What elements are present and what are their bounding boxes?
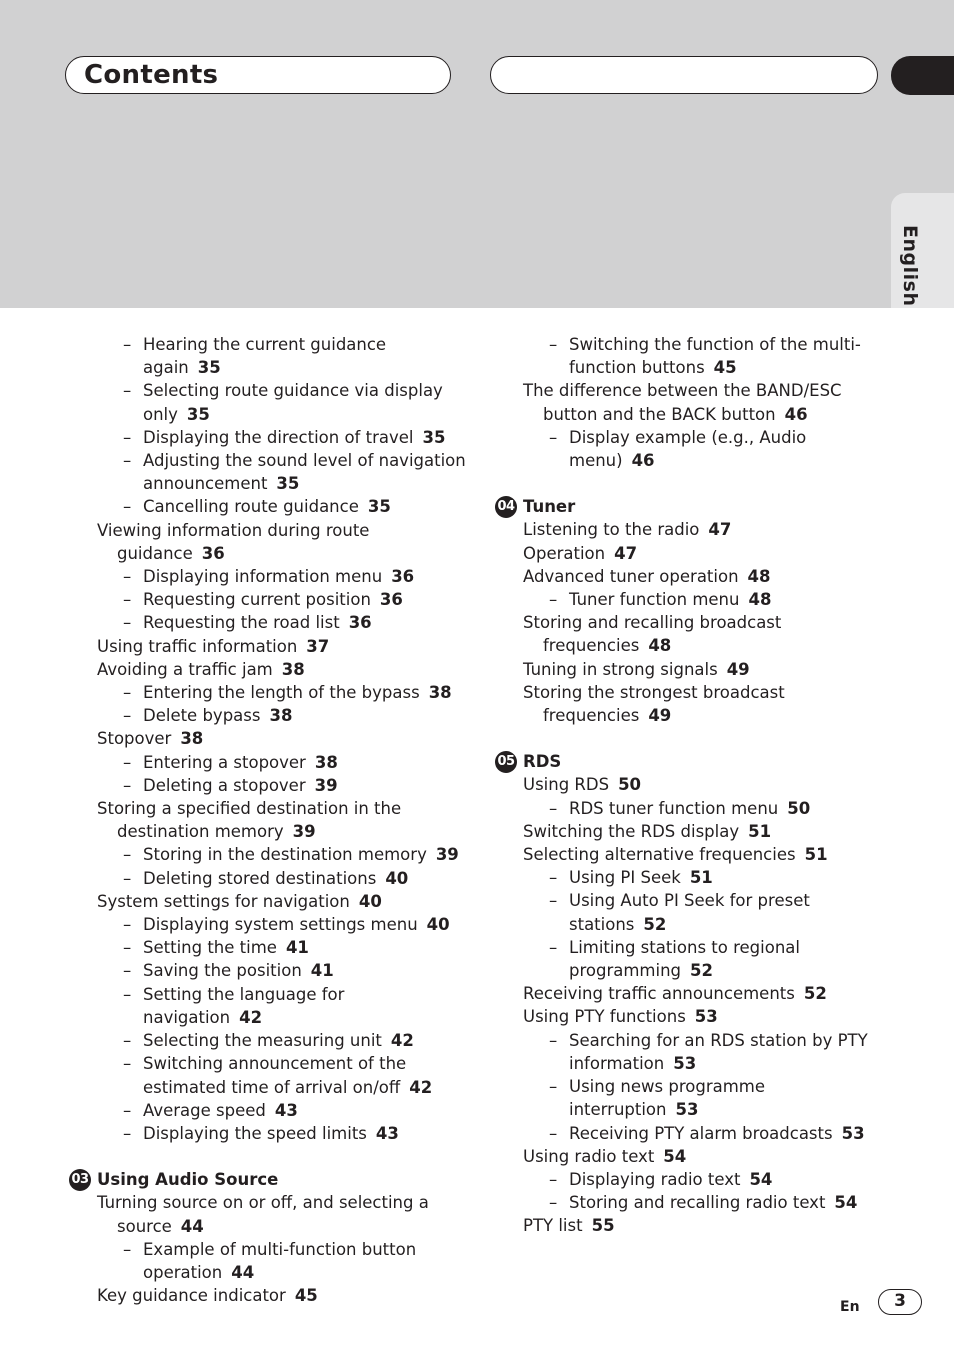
toc-page-number: 49 [726,659,750,679]
toc-entry-title: Storing in the destination memory [143,845,427,865]
toc-entry-title: Using news programme interruption [569,1077,766,1120]
toc-entry[interactable] [523,542,883,565]
toc-entry-title: Switching the RDS display [523,821,740,841]
section-number-badge: 04 [495,496,517,518]
toc-subentry[interactable] [523,1168,883,1191]
toc-entry-title: Stopover [97,729,172,749]
toc-page-number: 46 [784,404,808,424]
toc-entry-title: Saving the position [143,961,302,981]
toc-page-number: 42 [409,1077,433,1097]
toc-subentry[interactable] [97,1029,467,1052]
toc-page-number: 35 [422,427,446,447]
toc-entry[interactable] [523,1214,883,1237]
toc-page-number: 38 [180,729,204,749]
title-box [65,56,451,94]
toc-page-number: 54 [663,1146,687,1166]
toc-entry[interactable] [523,565,883,588]
toc-page-number: 47 [708,520,732,540]
toc-page-number: 47 [614,543,638,563]
toc-page-number: 42 [239,1007,263,1027]
toc-subentry[interactable] [523,426,883,472]
toc-entry[interactable] [523,1145,883,1168]
section-heading [71,1168,467,1191]
toc-entry-title: Displaying the speed limits [143,1123,367,1143]
toc-entry[interactable] [523,518,883,541]
toc-entry[interactable] [523,379,883,425]
toc-page-number: 48 [648,636,672,656]
toc-entry-title: Avoiding a traffic jam [97,659,273,679]
toc-entry-title: Searching for an RDS station by PTY information [569,1030,868,1073]
toc-page-number: 53 [673,1053,697,1073]
toc-entry-title: Setting the language for navigation [143,984,345,1027]
language-code: En [840,1299,860,1315]
toc-entry[interactable] [523,611,883,657]
toc-page-number: 40 [358,891,382,911]
toc-right-column [497,333,883,1238]
toc-entry-title: Using Auto PI Seek for preset stations [569,891,810,934]
toc-subentry[interactable] [97,379,467,425]
toc-entry-title: Advanced tuner operation [523,566,739,586]
toc-page-number: 44 [180,1216,204,1236]
toc-page-number: 42 [390,1031,414,1051]
toc-subentry[interactable] [97,588,467,611]
toc-subentry[interactable] [523,1122,883,1145]
toc-page-number: 41 [285,938,309,958]
toc-entry-title: Storing and recalling radio text [569,1193,826,1213]
toc-page-number: 35 [197,358,221,378]
toc-entry-title: Selecting alternative frequencies [523,845,796,865]
toc-entry-title: Using radio text [523,1146,655,1166]
toc-entry-title: Average speed [143,1100,266,1120]
toc-entry-title: Switching announcement of the estimated time of arrival on/off [143,1054,407,1097]
toc-entry-title: Operation [523,543,606,563]
toc-subentry[interactable] [97,774,467,797]
toc-entry-title: Adjusting the sound level of navigation announcement [143,451,466,494]
toc-subentry[interactable] [97,704,467,727]
toc-entry[interactable] [523,820,883,843]
toc-entry-title: Display example (e.g., Audio menu) [569,427,807,471]
toc-subentry[interactable] [523,1029,883,1075]
toc-entry-title: Deleting a stopover [143,775,306,795]
section-heading [497,495,883,518]
toc-page-number: 43 [274,1100,298,1120]
toc-entry-title: Cancelling route guidance [143,497,359,517]
toc-entry-title: Using PTY functions [523,1007,686,1027]
toc-entry-title: The difference between the BAND/ESC button and the BACK button [523,381,842,424]
toc-entry-title: Using traffic information [97,636,298,656]
section-heading [497,750,883,773]
toc-subentry[interactable] [523,797,883,820]
toc-subentry[interactable] [523,1191,883,1214]
toc-page-number: 46 [631,451,655,471]
toc-entry-title: Hearing the current guidance again [143,335,387,378]
page-number: 3 [878,1289,922,1315]
toc-subentry[interactable] [523,866,883,889]
toc-page-number: 35 [367,497,391,517]
toc-page-number: 39 [314,775,338,795]
toc-page-number: 43 [375,1123,399,1143]
toc-entry-title: System settings for navigation [97,891,350,911]
toc-entry-title: Selecting route guidance via display only [143,381,443,424]
toc-page-number: 55 [591,1216,615,1236]
toc-entry[interactable] [97,635,467,658]
toc-entry-title: Displaying radio text [569,1169,741,1189]
toc-entry-title: Example of multi-function button operation [143,1239,417,1282]
toc-entry[interactable] [523,773,883,796]
section-number-badge: 03 [69,1169,91,1191]
toc-entry-title: Entering the length of the bypass [143,683,420,703]
toc-entry[interactable] [97,797,467,843]
toc-page-number: 53 [694,1007,718,1027]
toc-subentry[interactable] [97,1238,467,1284]
toc-entry-title: Using RDS [523,775,610,795]
section-title: Tuner [523,497,576,517]
toc-page-number: 54 [749,1169,773,1189]
toc-page-number: 51 [804,845,828,865]
toc-entry-title: Receiving PTY alarm broadcasts [569,1123,833,1143]
toc-entry-title: Turning source on or off, and selecting a source [97,1193,429,1236]
toc-entry-title: Switching the function of the multi-function buttons [569,335,861,378]
toc-entry-title: Storing the strongest broadcast frequencies [523,682,785,726]
toc-page-number: 49 [648,706,672,726]
toc-entry-title: Tuner function menu [569,590,740,610]
toc-subentry[interactable] [523,333,883,379]
toc-subentry[interactable] [523,889,883,935]
toc-page-number: 52 [690,961,713,981]
toc-subentry[interactable] [97,611,467,634]
toc-subentry[interactable] [97,449,467,495]
toc-subentry[interactable] [97,1122,467,1145]
toc-entry-title: Displaying the direction of travel [143,427,414,447]
toc-page-number: 39 [435,845,459,865]
toc-subentry[interactable] [523,1075,883,1121]
toc-entry[interactable] [97,519,467,565]
toc-entry-title: Storing a specified destination in the destination memory [97,799,402,842]
toc-page-number: 40 [426,915,450,935]
toc-entry[interactable] [97,1284,467,1307]
toc-entry[interactable] [97,1191,467,1237]
toc-entry[interactable] [97,658,467,681]
toc-left-column [71,333,467,1307]
toc-subentry[interactable] [97,936,467,959]
toc-entry-title: Displaying system settings menu [143,915,418,935]
toc-entry-title: Limiting stations to regional programming [569,937,800,981]
toc-page-number: 38 [428,683,452,703]
toc-entry[interactable] [523,843,883,866]
header-band [0,0,954,308]
toc-page-number: 44 [231,1262,255,1282]
toc-page-number: 36 [348,613,372,633]
toc-page-number: 36 [201,543,225,563]
toc-entry-title: Selecting the measuring unit [143,1031,382,1051]
toc-subentry[interactable] [97,843,467,866]
section-number-badge: 05 [495,751,517,773]
toc-entry-title: Key guidance indicator [97,1286,286,1306]
toc-subentry[interactable] [97,333,467,379]
toc-page-number: 38 [281,659,305,679]
toc-subentry[interactable] [523,588,883,611]
toc-page-number: 38 [314,752,338,772]
toc-page-number: 35 [186,404,210,424]
toc-page-number: 53 [675,1100,699,1120]
toc-entry-title: Deleting stored destinations [143,868,377,888]
section-title: RDS [523,752,562,772]
toc-entry[interactable] [523,681,883,727]
toc-entry-title: Listening to the radio [523,520,700,540]
toc-page-number: 45 [713,358,737,378]
toc-page-number: 36 [379,590,403,610]
toc-page-number: 48 [748,590,772,610]
toc-subentry[interactable] [97,1052,467,1098]
toc-subentry[interactable] [523,936,883,982]
toc-subentry[interactable] [97,959,467,982]
toc-subentry[interactable] [97,495,467,518]
toc-subentry[interactable] [97,565,467,588]
toc-entry-title: Using PI Seek [569,868,681,888]
toc-page-number: 48 [747,566,771,586]
section-title: Using Audio Source [97,1170,279,1190]
empty-title-box [490,56,878,94]
toc-page-number: 38 [269,706,293,726]
toc-subentry[interactable] [97,983,467,1029]
toc-entry[interactable] [97,890,467,913]
page-title: Contents [84,60,219,90]
toc-subentry[interactable] [97,913,467,936]
toc-entry[interactable] [523,1005,883,1028]
toc-entry-title: Delete bypass [143,706,261,726]
toc-entry-title: Requesting current position [143,590,371,610]
toc-page-number: 52 [803,984,827,1004]
toc-page-number: 45 [294,1286,318,1306]
toc-entry[interactable] [523,982,883,1005]
toc-entry[interactable] [523,658,883,681]
toc-page-number: 37 [306,636,330,656]
toc-subentry[interactable] [97,426,467,449]
toc-page-number: 39 [292,822,316,842]
toc-entry[interactable] [97,727,467,750]
toc-entry-title: Requesting the road list [143,613,340,633]
toc-page-number: 53 [841,1123,865,1143]
toc-subentry[interactable] [97,681,467,704]
toc-subentry[interactable] [97,1099,467,1122]
language-tab-label: English [899,225,921,307]
section-tab-marker [891,56,954,95]
toc-entry-title: Displaying information menu [143,567,383,587]
toc-subentry[interactable] [97,867,467,890]
toc-entry-title: PTY list [523,1216,583,1236]
toc-entry-title: Viewing information during route guidance [97,520,370,563]
toc-entry-title: RDS tuner function menu [569,798,779,818]
toc-subentry[interactable] [97,751,467,774]
toc-page-number: 51 [748,821,772,841]
toc-entry-title: Entering a stopover [143,752,306,772]
toc-page-number: 40 [385,868,409,888]
toc-page-number: 51 [689,868,713,888]
toc-page-number: 50 [618,775,642,795]
toc-page-number: 54 [834,1193,858,1213]
toc-entry-title: Storing and recalling broadcast frequencies [523,613,782,656]
toc-entry-title: Tuning in strong signals [523,659,718,679]
toc-page-number: 35 [276,474,300,494]
toc-page-number: 41 [310,961,334,981]
toc-page-number: 52 [643,914,667,934]
toc-page-number: 36 [391,567,415,587]
toc-entry-title: Setting the time [143,938,277,958]
toc-page-number: 50 [787,798,811,818]
toc-entry-title: Receiving traffic announcements [523,984,795,1004]
